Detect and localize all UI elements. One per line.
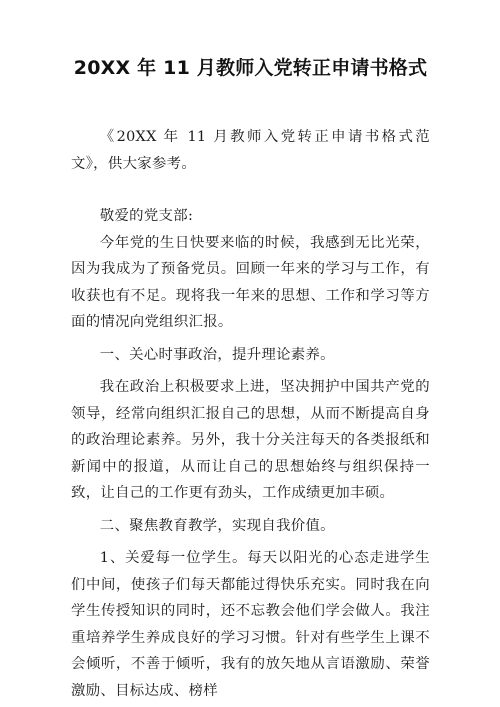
document-title: 20XX 年 11 月教师入党转正申请书格式	[73, 57, 428, 79]
body-paragraph-politics: 我在政治上积极要求上进，坚决拥护中国共产党的领导，经常向组织汇报自己的思想，从而不断提高自身的政治理论素养。另外，我十分关注每天的各类报纸和新闻中的报道，从而让自己的思想始终与组织保持一致，让自己的工作更有劲头，工作成绩更加丰硕。	[71, 379, 430, 501]
salutation: 敬爱的党支部:	[99, 208, 194, 224]
document-body	[71, 124, 430, 704]
section-heading-1: 一、关心时事政治，提升理论素养。	[99, 346, 335, 363]
body-paragraph-opening: 今年党的生日快要来临的时候，我感到无比光荣，因为我成为了预备党员。回顾一年来的学习与工作，有收获也有不足。现将我一年来的思想、工作和学习等方面的情况向党组织汇报。	[71, 234, 430, 330]
intro-paragraph: 《20XX 年 11 月教师入党转正申请书格式范文》，供大家参考。	[71, 129, 430, 172]
body-paragraph-students: 1、关爱每一位学生。每天以阳光的心态走进学生们中间，使孩子们每天都能过得快乐充实。同时我在向学生传授知识的同时，还不忘教会他们学会做人。我注重培养学生养成良好的学习习惯。针对有些学生上课不会倾听，不善于倾听，我有的放矢地从言语激励、荣誉激励、目标达成、榜样	[71, 550, 430, 699]
section-heading-2: 二、聚焦教育教学，实现自我价值。	[99, 517, 335, 534]
